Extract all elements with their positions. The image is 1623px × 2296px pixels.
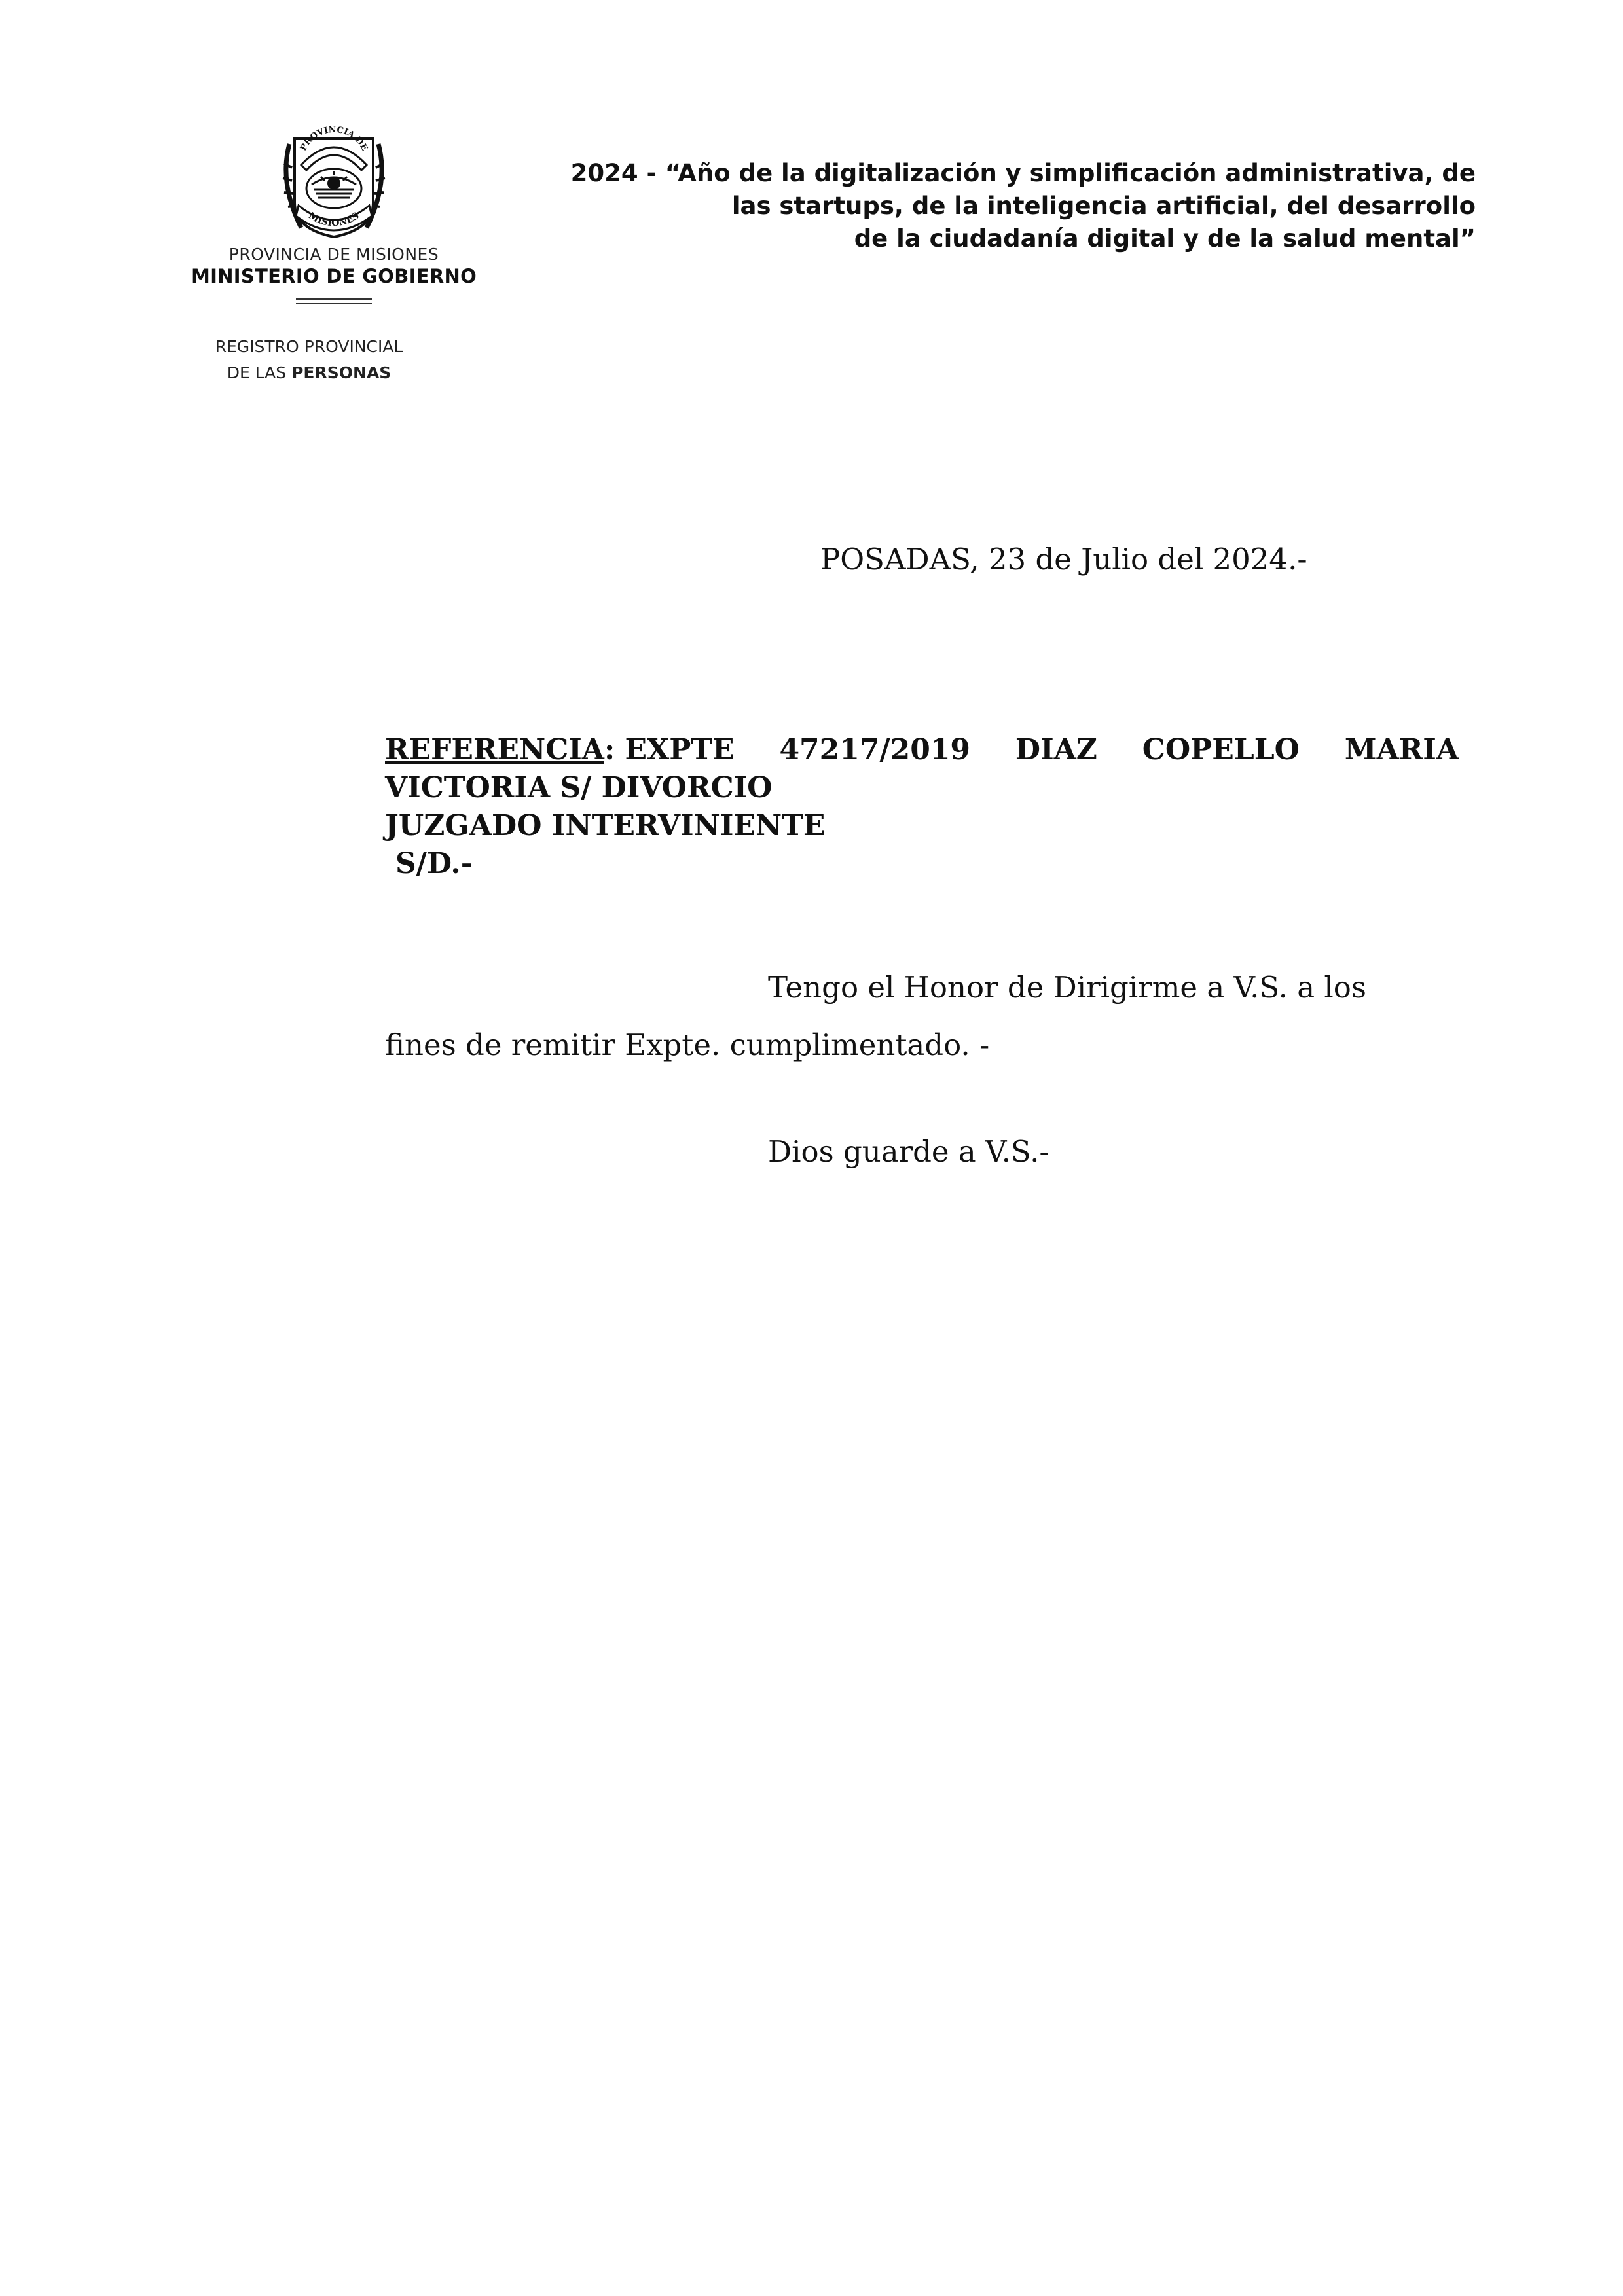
reference-line-2: VICTORIA S/ DIVORCIO: [385, 771, 773, 804]
year-motto: [494, 157, 1476, 255]
province-name: PROVINCIA DE MISIONES: [228, 245, 439, 264]
seal-arc-top-text: PROVINCIA DE: [298, 124, 370, 153]
reference-label: REFERENCIA: [385, 733, 604, 766]
reference-line-4: S/D.-: [395, 847, 473, 880]
reference-number: 47217/2019: [779, 733, 971, 766]
body-line-1: Tengo el Honor de Dirigirme a V.S. a los: [768, 970, 1366, 1005]
letterhead-divider: [296, 298, 372, 304]
registry-line-2: [172, 360, 447, 386]
reference-heading: [385, 731, 735, 769]
motto-line-3: de la ciudadanía digital y de la salud mental”: [854, 224, 1476, 253]
seal-arc-bottom-text: MISIONES: [306, 210, 361, 229]
reference-word-1: DIAZ: [1015, 733, 1097, 766]
registry-line-2-bold: PERSONAS: [291, 363, 392, 382]
registry-line-1: REGISTRO PROVINCIAL: [215, 337, 403, 356]
closing-line: Dios guarde a V.S.-: [768, 1134, 1049, 1169]
motto-line-2: las startups, de la inteligencia artificial, del desarrollo: [731, 192, 1476, 220]
registry-line-2-prefix: DE LAS: [227, 363, 292, 382]
letterhead: [177, 124, 491, 308]
body-paragraph: [385, 959, 1459, 1074]
place-date: POSADAS, 23 de Julio del 2024.-: [820, 542, 1307, 577]
registry-name: [172, 334, 447, 386]
body-line-2: fines de remitir Expte. cumplimentado. -: [385, 1028, 990, 1062]
reference-line-3: JUZGADO INTERVINIENTE: [385, 809, 826, 842]
reference-word-2: COPELLO: [1142, 733, 1300, 766]
reference-word-3: MARIA: [1344, 733, 1459, 766]
reference-line-1: [385, 731, 1459, 769]
province-seal-icon: [275, 124, 393, 240]
reference-expte: : EXPTE: [604, 733, 735, 766]
reference-block: [385, 731, 1459, 883]
motto-line-1: 2024 - “Año de la digitalización y simplificación administrativa, de: [570, 159, 1476, 187]
ministry-name: MINISTERIO DE GOBIERNO: [191, 265, 477, 287]
